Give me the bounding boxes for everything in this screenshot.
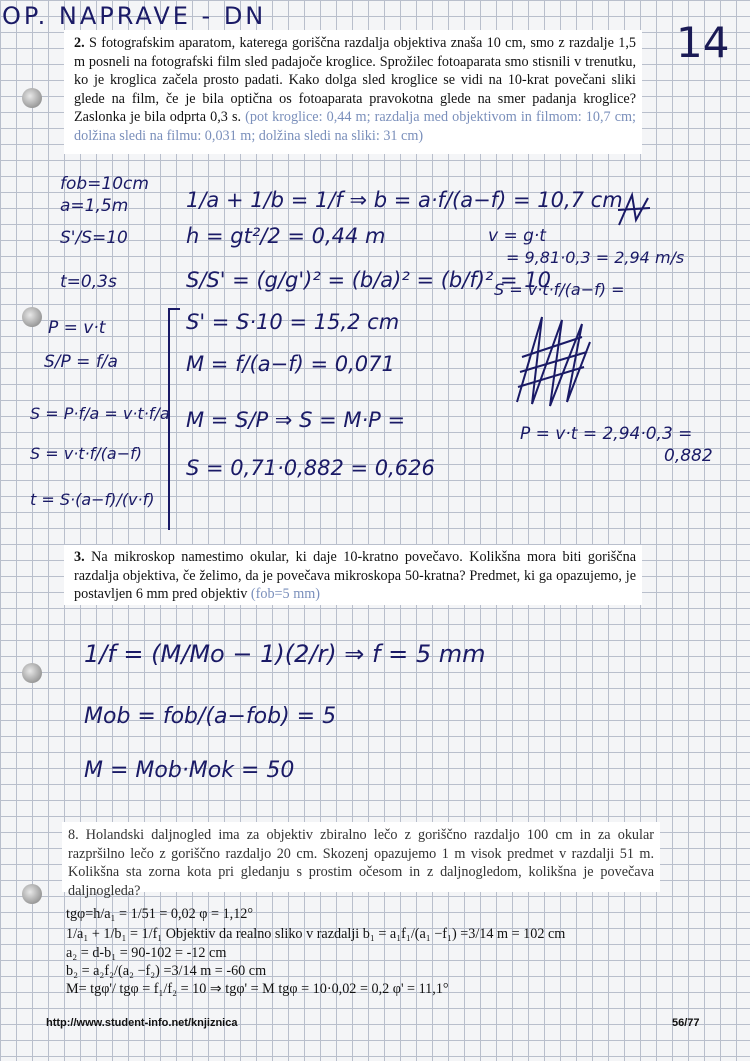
- left-derivation: S = v·t·f/(a−f): [30, 444, 142, 463]
- right-bottom-derivation: 0,882: [664, 446, 713, 466]
- binder-hole: [22, 663, 42, 683]
- solution-line: 1/a₁ + 1/b₁ = 1/f₁ Objektiv da realno sliko v razdalji b₁ = a₁f₁/(a₁ −f₁) =3/14 m = 102 cm: [66, 926, 566, 942]
- problem-8-statement: Holandski daljnogled ima za objektiv zbiralno lečo z goriščno razdaljo 100 cm in za okular razpršilno lečo z goriščno razdaljo 20 cm. Skozenj opazujemo 1 m visok predmet v razdalji 51 m. Kolikšna sta zorna kota pri gledanju s prostim očesom in z daljnogledom, kolikšna je povečava daljnogleda?: [68, 827, 654, 899]
- equation: S' = S·10 = 15,2 cm: [186, 310, 400, 334]
- footer-url: http://www.student-info.net/knjiznica: [46, 1017, 238, 1029]
- bracket: [168, 308, 180, 530]
- right-bottom-derivation: P = v·t = 2,94·0,3 =: [520, 424, 693, 444]
- binder-hole: [22, 307, 42, 327]
- handwritten-title: OP. NAPRAVE - DN: [2, 2, 267, 30]
- score-mark: 14: [676, 18, 730, 67]
- equation: M = S/P ⇒ S = M·P =: [186, 408, 406, 432]
- left-derivation: t = S·(a−f)/(v·f): [30, 490, 155, 509]
- equation: S = 0,71·0,882 = 0,626: [186, 456, 435, 480]
- given-line: a=1,5m: [60, 196, 129, 216]
- equation: S/S' = (g/g')² = (b/a)² = (b/f)² = 10: [186, 268, 552, 292]
- problem-3-hint: (fob=5 mm): [250, 586, 320, 602]
- equation: 1/a + 1/b = 1/f ⇒ b = a·f/(a−f) = 10,7 cm: [186, 188, 623, 212]
- solution-line: tgφ=h/a₁ = 1/51 = 0,02 φ = 1,12°: [66, 906, 254, 922]
- right-derivation: v = g·t: [488, 226, 546, 246]
- given-line: fob=10cm: [60, 174, 149, 194]
- problem-2-statement: S fotografskim aparatom, katerega goriščna razdalja objektiva znaša 10 cm, smo z razdalje 1,5 m posneli na fotografski film sled padajoče kroglice. Sprožilec fotoaparata smo stisnili v trenutku, ko je kroglica začela prosto padati. Kako dolga sled kroglice se vidi na 10-krat povečani sliki glede na film, če je bila optična os fotoaparata pravokotna glede na smer padanja kroglice? Zaslonka je bila odprta 0,3 s.: [74, 35, 636, 125]
- binder-hole: [22, 884, 42, 904]
- right-derivation: S = v·t·f/(a−f) =: [494, 280, 625, 299]
- problem-8-number: 8.: [68, 827, 79, 843]
- binder-hole: [22, 88, 42, 108]
- problem-2-number: 2.: [74, 35, 85, 51]
- problem-3-text: [64, 545, 642, 604]
- problem-3-statement: Na mikroskop namestimo okular, ki daje 10-kratno povečavo. Kolikšna mora biti goriščna razdalja objektiva, če želimo, da je povečava mikroskopa 50-kratna? Predmet, ki ga opazujemo, je postavljen 6 mm pred objektiv: [74, 549, 636, 602]
- page-number: 56/77: [672, 1017, 700, 1029]
- equation: Mob = fob/(a−fob) = 5: [84, 704, 337, 729]
- problem-2-box: [64, 30, 642, 154]
- solution-line: b₂ = a₂f₂/(a₂ −f₂) =3/14 m = -60 cm: [66, 963, 267, 979]
- left-derivation: S = P·f/a = v·t·f/a: [30, 404, 170, 423]
- left-derivation: S/P = f/a: [44, 352, 118, 372]
- solution-line: M= tgφ'/ tgφ = f₁/f₂ = 10 ⇒ tgφ' = M tgφ = 10·0,02 = 0,2 φ' = 11,1°: [66, 981, 449, 997]
- right-derivation: = 9,81·0,3 = 2,94 m/s: [506, 248, 685, 267]
- problem-2-text: [64, 30, 642, 145]
- solution-line: a₂ = d-b₁ = 90-102 = -12 cm: [66, 945, 227, 961]
- given-line: S'/S=10: [60, 228, 128, 248]
- equation: M = Mob·Mok = 50: [84, 758, 295, 783]
- problem-8-box: [62, 822, 660, 899]
- problem-3-number: 3.: [74, 549, 85, 565]
- scribble-mark: [614, 190, 654, 230]
- equation: 1/f = (M/Mo − 1)(2/r) ⇒ f = 5 mm: [84, 640, 486, 668]
- scribble-mark: [512, 312, 592, 408]
- problem-2-hint: (pot kroglice: 0,44 m; razdalja med objektivom in filmom: 10,7 cm; dolžina sledi na filmu: 0,031 m; dolžina sledi na sliki: 31 cm): [74, 109, 636, 144]
- problem-8-text: [62, 822, 660, 900]
- equation: h = gt²/2 = 0,44 m: [186, 224, 386, 248]
- left-derivation: P = v·t: [48, 318, 106, 338]
- equation: M = f/(a−f) = 0,071: [186, 352, 395, 376]
- problem-3-box: [64, 545, 642, 605]
- given-line: t=0,3s: [60, 272, 117, 292]
